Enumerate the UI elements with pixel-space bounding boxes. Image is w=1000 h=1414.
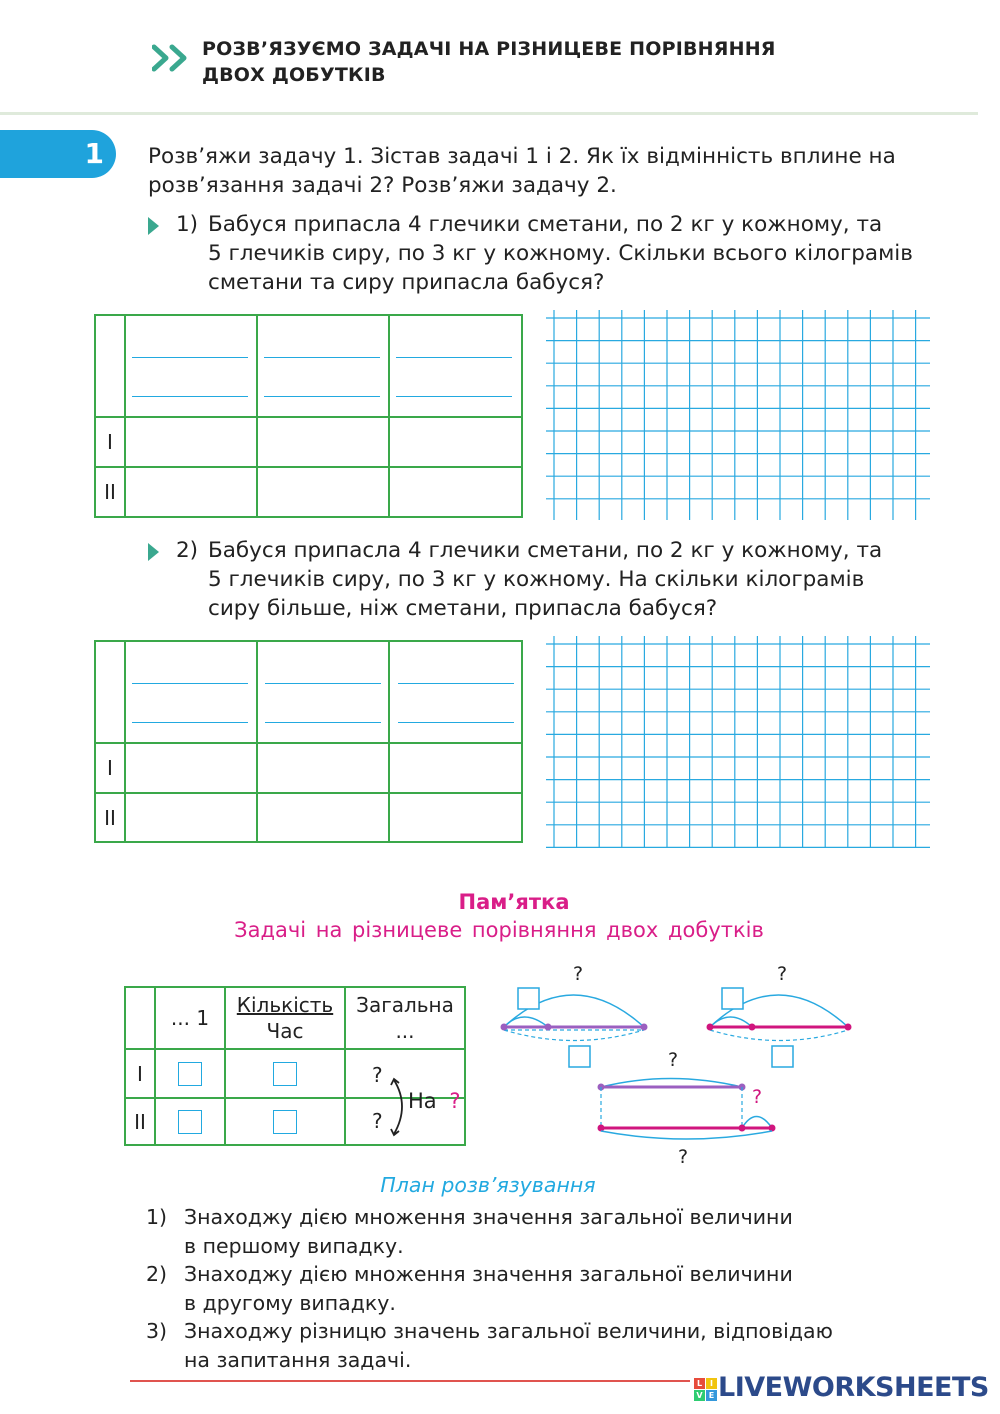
memo-cell bbox=[225, 1049, 345, 1098]
memo-col2-top: Кількість bbox=[236, 993, 334, 1017]
plan-line: в другому випадку. bbox=[184, 1290, 396, 1315]
header-input-blank[interactable] bbox=[264, 357, 380, 358]
plan-step-number: 3) bbox=[146, 1319, 168, 1343]
memo-col2-bottom: Час bbox=[266, 1019, 304, 1043]
header-input-blank[interactable] bbox=[132, 396, 248, 397]
liveworksheets-brand[interactable]: LIVEWORKSHEETS bbox=[718, 1372, 989, 1403]
diagram-question: ? bbox=[573, 963, 584, 985]
diagram-comparison bbox=[598, 1049, 776, 1168]
plan-line: в першому випадку. bbox=[184, 1233, 404, 1258]
page-title-line1: РОЗВ’ЯЗУЄМО ЗАДАЧІ НА РІЗНИЦЕВЕ ПОРІВНЯННЯ bbox=[202, 38, 776, 60]
memo-title: Пам’ятка bbox=[458, 890, 570, 914]
task1-bullet-icon bbox=[148, 217, 159, 235]
table-header-cell bbox=[125, 315, 257, 417]
answer-cell[interactable] bbox=[257, 743, 389, 793]
answer-cell[interactable] bbox=[389, 467, 522, 517]
task1-solution-grid[interactable] bbox=[546, 310, 930, 520]
answer-cell[interactable] bbox=[257, 793, 389, 842]
row-label-ii: II bbox=[95, 793, 125, 842]
difference-na: На bbox=[408, 1089, 437, 1113]
task2-short-record-table bbox=[94, 640, 523, 843]
memo-table bbox=[124, 986, 466, 1146]
task1-text bbox=[208, 210, 928, 297]
header-input-blank[interactable] bbox=[265, 722, 381, 723]
task1-line1: Бабуся припасла 4 глечики сметани, по 2 кг у кожному, та bbox=[208, 212, 883, 237]
intro-line1: Розв’яжи задачу 1. Зістав задачі 1 і 2. Як їх відмінність вплине на bbox=[148, 144, 896, 169]
row-label-i: I bbox=[95, 743, 125, 793]
empty-box-icon bbox=[273, 1062, 297, 1086]
plan-title: План розв’язування bbox=[380, 1173, 596, 1197]
diagram-question: ? bbox=[668, 1049, 679, 1071]
diagram-dashed-arc bbox=[710, 1030, 848, 1041]
plan-step-number: 2) bbox=[146, 1262, 168, 1286]
diagram-box bbox=[722, 988, 743, 1009]
difference-label bbox=[408, 1089, 461, 1113]
table-header-cell bbox=[257, 641, 389, 743]
header-input-blank[interactable] bbox=[396, 357, 512, 358]
exercise-number: 1 bbox=[84, 137, 104, 170]
header-input-blank[interactable] bbox=[396, 396, 512, 397]
table-header-cell bbox=[257, 315, 389, 417]
answer-cell[interactable] bbox=[389, 417, 522, 467]
logo-letter: E bbox=[706, 1390, 717, 1401]
plan-step-text bbox=[184, 1260, 856, 1317]
diagram-box bbox=[569, 1046, 590, 1067]
page-title bbox=[202, 36, 822, 88]
answer-cell[interactable] bbox=[257, 417, 389, 467]
task1-short-record-table bbox=[94, 314, 523, 518]
memo-col3-header bbox=[345, 987, 465, 1049]
plan-step-text bbox=[184, 1317, 856, 1374]
empty-box-icon bbox=[273, 1110, 297, 1134]
header-input-blank[interactable] bbox=[132, 683, 248, 684]
answer-cell[interactable] bbox=[125, 793, 257, 842]
answer-cell[interactable] bbox=[125, 467, 257, 517]
table-header-cell bbox=[389, 315, 522, 417]
header-divider bbox=[0, 112, 978, 115]
task2-solution-grid[interactable] bbox=[546, 636, 930, 848]
memo-corner-cell bbox=[125, 987, 155, 1049]
memo-row-label-ii: II bbox=[125, 1098, 155, 1145]
task1-line3: сметани та сиру припасла бабуся? bbox=[208, 270, 605, 295]
liveworksheets-logo-icon bbox=[694, 1378, 718, 1402]
diagram-sum-pink bbox=[707, 963, 852, 1067]
task1-line2: 5 глечиків сиру, по 3 кг у кожному. Скільки всього кілограмів bbox=[208, 241, 913, 266]
header-input-blank[interactable] bbox=[398, 722, 514, 723]
page-title-line2: ДВОХ ДОБУТКІВ bbox=[202, 64, 386, 86]
row-label-ii: II bbox=[95, 467, 125, 517]
plan-step-text bbox=[184, 1203, 856, 1260]
header-input-blank[interactable] bbox=[132, 722, 248, 723]
task2-line2: 5 глечиків сиру, по 3 кг у кожному. На скільки кілограмів bbox=[208, 567, 865, 592]
difference-question: ? bbox=[449, 1089, 461, 1113]
table-corner-cell bbox=[95, 641, 125, 743]
answer-cell[interactable] bbox=[257, 467, 389, 517]
intro-line2: розв’язання задачі 2? Розв’яжи задачу 2. bbox=[148, 173, 617, 198]
plan-step-1 bbox=[146, 1203, 856, 1260]
memo-subtitle: Задачі на різницеве порівняння двох добутків bbox=[234, 918, 764, 942]
plan-line: на запитання задачі. bbox=[184, 1347, 412, 1372]
table-corner-cell bbox=[95, 315, 125, 417]
footer-rule bbox=[130, 1380, 690, 1382]
answer-cell[interactable] bbox=[389, 743, 522, 793]
header-input-blank[interactable] bbox=[132, 357, 248, 358]
row-label-i: I bbox=[95, 417, 125, 467]
diagram-question: ? bbox=[752, 1086, 763, 1108]
diagram-dashed-arc bbox=[504, 1030, 644, 1041]
plan-step-2 bbox=[146, 1260, 856, 1317]
plan-line: Знаходжу дією множення значення загальної величини bbox=[184, 1205, 793, 1229]
header-input-blank[interactable] bbox=[398, 683, 514, 684]
memo-diagrams bbox=[490, 955, 870, 1170]
diagram-question: ? bbox=[678, 1146, 689, 1168]
diagram-question: ? bbox=[777, 963, 788, 985]
memo-col3-bottom: ... bbox=[395, 1019, 415, 1043]
double-chevron-icon bbox=[152, 44, 192, 72]
answer-cell[interactable] bbox=[389, 793, 522, 842]
memo-col3-top: Загальна bbox=[356, 993, 454, 1017]
task2-text bbox=[208, 536, 928, 623]
memo-col1-header: ... 1 bbox=[155, 987, 225, 1049]
task2-bullet-icon bbox=[148, 543, 159, 561]
memo-cell bbox=[155, 1049, 225, 1098]
memo-cell bbox=[225, 1098, 345, 1145]
task2-line3: сиру більше, ніж сметани, припасла бабуся? bbox=[208, 596, 718, 621]
diagram-arc bbox=[742, 1117, 772, 1129]
answer-cell[interactable] bbox=[125, 743, 257, 793]
empty-box-icon bbox=[178, 1110, 202, 1134]
plan-line: Знаходжу дією множення значення загальної величини bbox=[184, 1262, 793, 1286]
task2-label: 2) bbox=[176, 538, 199, 563]
task1-label: 1) bbox=[176, 212, 199, 237]
question-mark: ? bbox=[372, 1063, 383, 1087]
header-input-blank[interactable] bbox=[264, 396, 380, 397]
header-input-blank[interactable] bbox=[265, 683, 381, 684]
table-header-cell bbox=[125, 641, 257, 743]
task2-line1: Бабуся припасла 4 глечики сметани, по 2 кг у кожному, та bbox=[208, 538, 883, 563]
plan-step-3 bbox=[146, 1317, 856, 1374]
plan-step-number: 1) bbox=[146, 1205, 168, 1229]
logo-letter: I bbox=[706, 1378, 717, 1389]
logo-letter: L bbox=[694, 1378, 705, 1389]
logo-letter: V bbox=[694, 1390, 705, 1401]
diagram-box bbox=[518, 988, 539, 1009]
question-mark: ? bbox=[372, 1109, 383, 1133]
memo-row-label-i: I bbox=[125, 1049, 155, 1098]
empty-box-icon bbox=[178, 1062, 202, 1086]
exercise-intro bbox=[148, 142, 928, 200]
memo-cell bbox=[155, 1098, 225, 1145]
answer-cell[interactable] bbox=[125, 417, 257, 467]
diagram-box bbox=[772, 1046, 793, 1067]
diagram-arc bbox=[601, 1131, 772, 1139]
diagram-sum-purple bbox=[501, 963, 648, 1067]
memo-col2-header bbox=[225, 987, 345, 1049]
plan-line: Знаходжу різницю значень загальної величини, відповідаю bbox=[184, 1319, 833, 1343]
table-header-cell bbox=[389, 641, 522, 743]
